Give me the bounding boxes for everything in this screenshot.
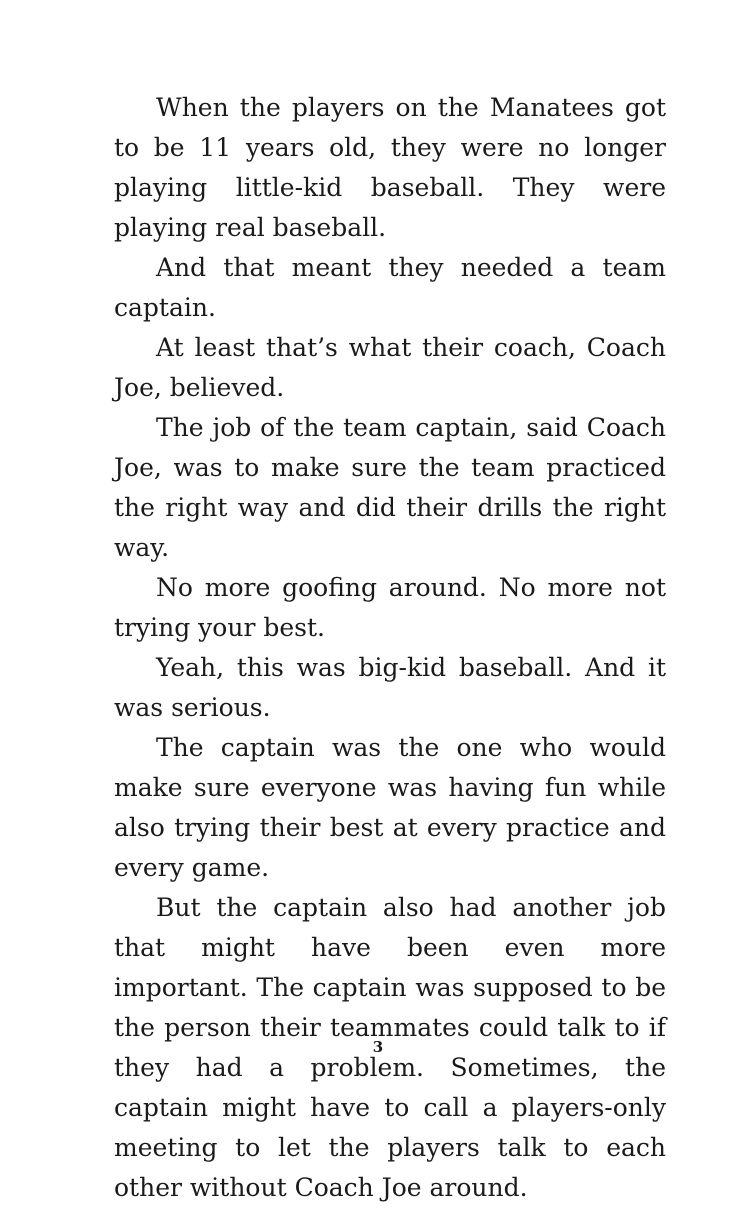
page-number: 3 <box>372 1038 384 1056</box>
paragraph-1: When the players on the Manatees got to be 11 years old, they were no longer playing little-kid baseball. They were playing real baseball. <box>114 93 666 242</box>
paragraph-4: The job of the team captain, said Coach Joe, was to make sure the team practiced the right way and did their drills the right way. <box>114 413 666 562</box>
paragraph-2: And that meant they needed a team captain. <box>114 253 666 322</box>
paragraph-5: No more goofing around. No more not trying your best. <box>114 573 666 642</box>
paragraph-8: But the captain also had another job that might have been even more important. The captain was supposed to be the person their teammates could talk to if they had a problem. Sometimes, the captain might have to call a players-only meeting to let the players talk to each other without Coach Joe around. <box>114 893 666 1202</box>
paragraph-6: Yeah, this was big-kid baseball. And it was serious. <box>114 653 666 722</box>
paragraph-3: At least that’s what their coach, Coach Joe, believed. <box>114 333 666 402</box>
paragraph-7: The captain was the one who would make sure everyone was having fun while also trying their best at every practice and every game. <box>114 733 666 882</box>
